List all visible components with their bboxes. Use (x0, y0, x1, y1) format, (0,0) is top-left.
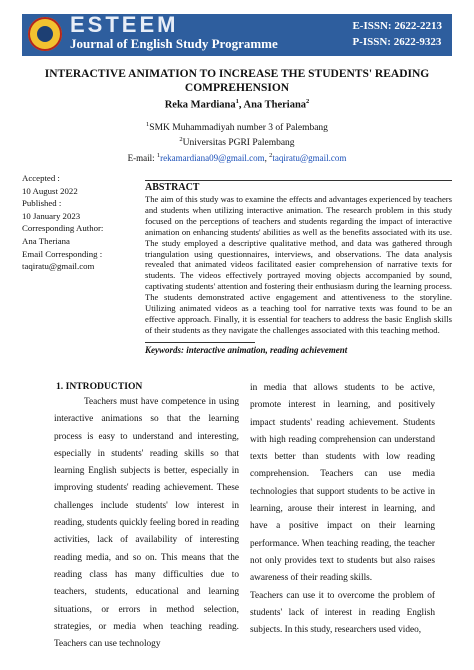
university-logo-icon (28, 17, 62, 51)
email-1-sup: 1 (156, 152, 161, 159)
keywords-divider (145, 342, 255, 343)
keywords: Keywords: interactive animation, reading achievement (145, 344, 348, 355)
section-heading-introduction: 1. INTRODUCTION (56, 381, 143, 392)
corresponding-author-name: Ana Theriana (22, 235, 70, 246)
affiliation-2 (0, 134, 474, 149)
body-column-right (250, 380, 435, 639)
abstract-heading: ABSTRACT (145, 180, 452, 194)
corresponding-email: taqiratu@gmail.com (22, 261, 95, 272)
pissn: P-ISSN: 2622-9323 (352, 36, 442, 48)
author-2: Ana Theriana (243, 99, 307, 111)
abstract-body: The aim of this study was to examine the effects and advantages experienced by teachers and students when utilizing interactive animation. The research problem in this study focused on the perceptions of teachers and students regarding the impact of interactive animation on enhancing students' abilities as well as the benefits associated with its use. The study employed a descriptive qualitative method, and data was gathered through triangulation using questionnaires, interviews, and observations. The data analysis revealed that animated videos facilitated easier comprehension of narrative texts for students. The videos effectively portrayed moving objects accompanied by sound, captivating students' attention and fostering their enthusiasm during the learning process. The students demonstrated active engagement and attentiveness to the storyline. Utilizing animated videos as a teaching tool for narrative texts was found to be an effective approach. Finally, it is essential for teachers to address the basic English skills of their students as they navigate the challenges associated with this teaching method. (145, 194, 452, 335)
email-2-link[interactable]: taqiratu@gmail.com (272, 153, 347, 163)
published-date: 10 January 2023 (22, 210, 81, 221)
abstract-block (145, 180, 452, 355)
author-2-sup: 2 (306, 98, 310, 105)
email-line (0, 152, 474, 163)
affiliation-2-sup: 2 (179, 136, 183, 144)
affiliation-1-sup: 1 (146, 121, 150, 128)
email-separator: , (264, 153, 270, 163)
body-column-left (54, 380, 239, 653)
eissn: E-ISSN: 2622-2213 (352, 20, 442, 32)
introduction-paragraph-1-continued: in media that allows students to be active, promote interest in learning, and positively impact students' reading achievement. Students with high reading comprehension can understand texts better than students with low reading comprehension. Teachers can use media technologies that support students to be active in learning, arouse their interest in learning, and have a positive impact on their learning performance. When teaching reading, the teacher not only provides text to students but also raises awareness of their reading skills. (250, 383, 435, 584)
author-1: Reka Mardiana (164, 99, 236, 111)
corresponding-email-label: Email Corresponding : (22, 248, 103, 259)
affiliation-1-text: SMK Muhammadiyah number 3 of Palembang (149, 123, 328, 134)
journal-brand: ESTEEM (70, 14, 179, 37)
email-1-link[interactable]: rekamardiana09@gmail.com (160, 153, 265, 163)
corresponding-author-label: Corresponding Author: (22, 223, 104, 234)
affiliation-1 (0, 119, 474, 134)
issn-block (352, 18, 442, 50)
journal-banner (22, 14, 452, 56)
journal-name: Journal of English Study Programme (70, 36, 278, 51)
paper-title: INTERACTIVE ANIMATION TO INCREASE THE STUDENTS' READING COMPREHENSION (44, 68, 430, 94)
accepted-date: 10 August 2022 (22, 185, 78, 196)
author-line (0, 98, 474, 111)
published-label: Published : (22, 198, 62, 209)
article-info-sidebar (22, 172, 134, 273)
author-separator: , (238, 99, 244, 111)
introduction-paragraph-2: Teachers can use it to overcome the problem of students' lack of interest in reading English subjects. In this study, researchers used video, (250, 590, 435, 636)
affiliation-2-text: Universitas PGRI Palembang (182, 138, 295, 149)
email-2-sup: 2 (269, 152, 273, 159)
introduction-paragraph-1: Teachers must have competence in using interactive animations so that the learning process is easy to understand and interesting, especially in students' reading skills so that learning English subjects is better, especially in improving students' reading achievement. These challenges include students' low interest in reading, students quickly feeling bored in reading activities, lack of availability of interesting reading media, and so on. This means that the reading class has many difficulties due to teachers, students, educational and learning situations, or errors in method selection, strategies, or media when teaching reading. Teachers can use technology (54, 397, 239, 650)
author-1-sup: 1 (235, 98, 239, 105)
email-label: E-mail: (127, 153, 157, 163)
accepted-label: Accepted : (22, 173, 60, 183)
affiliations (0, 119, 474, 149)
